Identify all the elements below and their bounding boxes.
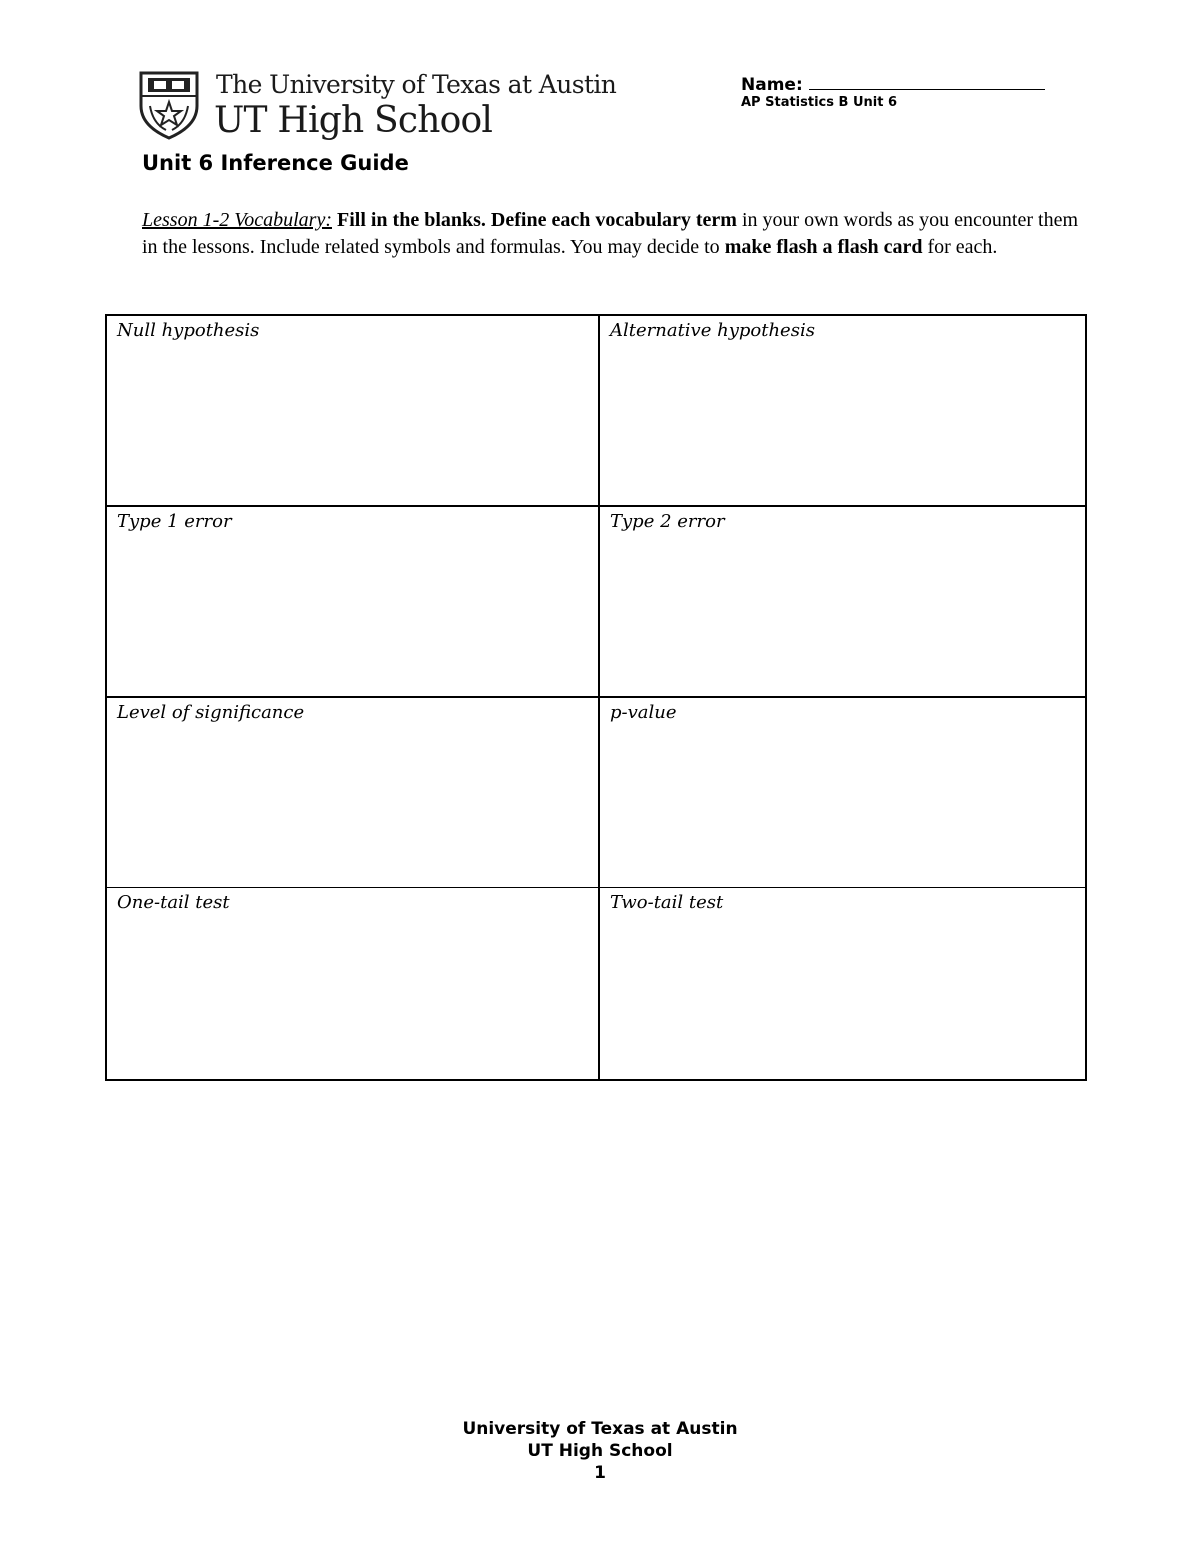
vocab-cell-p-value[interactable]: p-value — [600, 698, 1085, 889]
logo-school-text: UT High School — [214, 100, 493, 141]
name-field[interactable] — [741, 72, 1045, 95]
page-footer — [0, 1418, 1200, 1484]
vocab-cell-type-2-error[interactable]: Type 2 error — [600, 507, 1085, 698]
name-label: Name: — [741, 75, 803, 95]
instruction-text-2: for each. — [922, 236, 998, 258]
footer-school: UT High School — [527, 1441, 673, 1461]
page-title: Unit 6 Inference Guide — [142, 151, 409, 175]
footer-university: University of Texas at Austin — [462, 1419, 738, 1439]
vocab-cell-type-1-error[interactable]: Type 1 error — [107, 507, 600, 698]
vocab-cell-two-tail-test[interactable]: Two-tail test — [610, 892, 724, 914]
ut-logo — [138, 70, 617, 144]
vocab-cell-level-of-significance[interactable]: Level of significance — [107, 698, 600, 889]
course-label: AP Statistics B Unit 6 — [741, 95, 897, 110]
instruction-text-1: in your own words as you encounter them in the lessons. Include related symbols and formulas. You may decide to — [142, 209, 1079, 258]
vocab-cell-null-hypothesis[interactable]: Null hypothesis — [107, 316, 600, 507]
shield-icon — [138, 70, 200, 140]
page-number: 1 — [594, 1463, 606, 1483]
logo-university-text: The University of Texas at Austin — [216, 70, 617, 99]
vocabulary-table — [105, 314, 1087, 1081]
vocab-cell-one-tail-test[interactable]: One-tail test — [107, 888, 600, 1079]
instructions — [142, 207, 1082, 261]
name-blank[interactable] — [809, 72, 1045, 90]
instruction-bold-1: Fill in the blanks. Define each vocabulary term — [336, 209, 737, 231]
vocab-cell-alternative-hypothesis[interactable]: Alternative hypothesis — [600, 316, 1085, 507]
instruction-bold-2: make flash a flash card — [724, 236, 923, 258]
lesson-label: Lesson 1-2 Vocabulary: — [142, 209, 332, 231]
